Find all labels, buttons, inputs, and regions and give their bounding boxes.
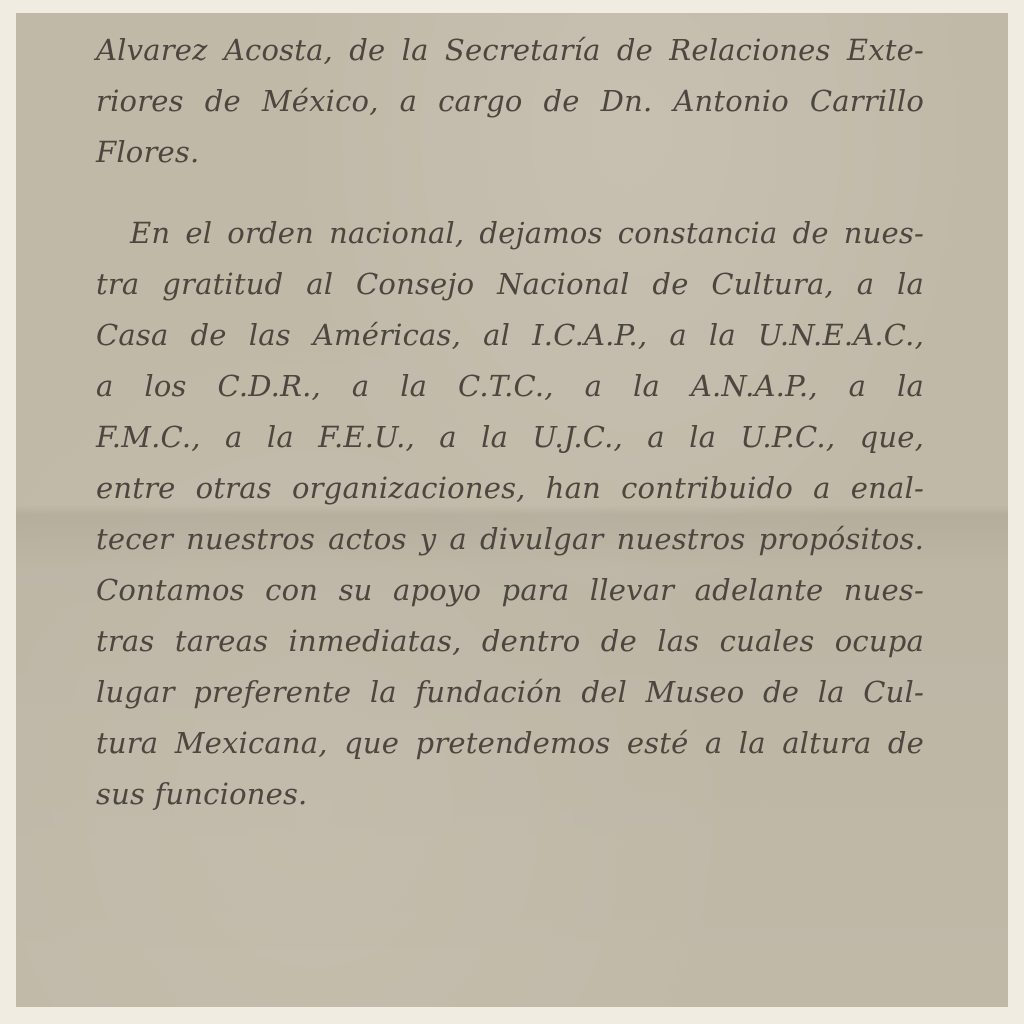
text-line: lugar preferente la fundación del Museo de la Cul- [96, 675, 924, 709]
text-line: tura Mexicana, que pretendemos esté a la altura de [96, 726, 924, 760]
text-line: Alvarez Acosta, de la Secretaría de Relaciones Exte- [96, 33, 924, 67]
text-line: entre otras organizaciones, han contribuido a enal- [96, 471, 924, 505]
text-line: Casa de las Américas, al I.C.A.P., a la U.N.E.A.C., [96, 318, 924, 352]
text-line: tra gratitud al Consejo Nacional de Cultura, a la [96, 267, 924, 301]
document-text [96, 25, 924, 820]
text-line: En el orden nacional, dejamos constancia de nues- [130, 216, 924, 250]
text-line: F.M.C., a la F.E.U., a la U.J.C., a la U.P.C., que, [96, 420, 924, 454]
paragraph-spacer [96, 178, 924, 208]
text-line: riores de México, a cargo de Dn. Antonio Carrillo [96, 84, 924, 118]
text-line: sus funciones. [96, 777, 308, 811]
text-line: tras tareas inmediatas, dentro de las cuales ocupa [96, 624, 924, 658]
text-line: tecer nuestros actos y a divulgar nuestros propósitos. [96, 522, 924, 556]
paragraph-2 [96, 208, 924, 820]
text-line: a los C.D.R., a la C.T.C., a la A.N.A.P., a la [96, 369, 924, 403]
paragraph-1 [96, 25, 924, 178]
scanned-page [16, 13, 1008, 1007]
text-line: Contamos con su apoyo para llevar adelante nues- [96, 573, 924, 607]
text-line: Flores. [96, 135, 200, 169]
